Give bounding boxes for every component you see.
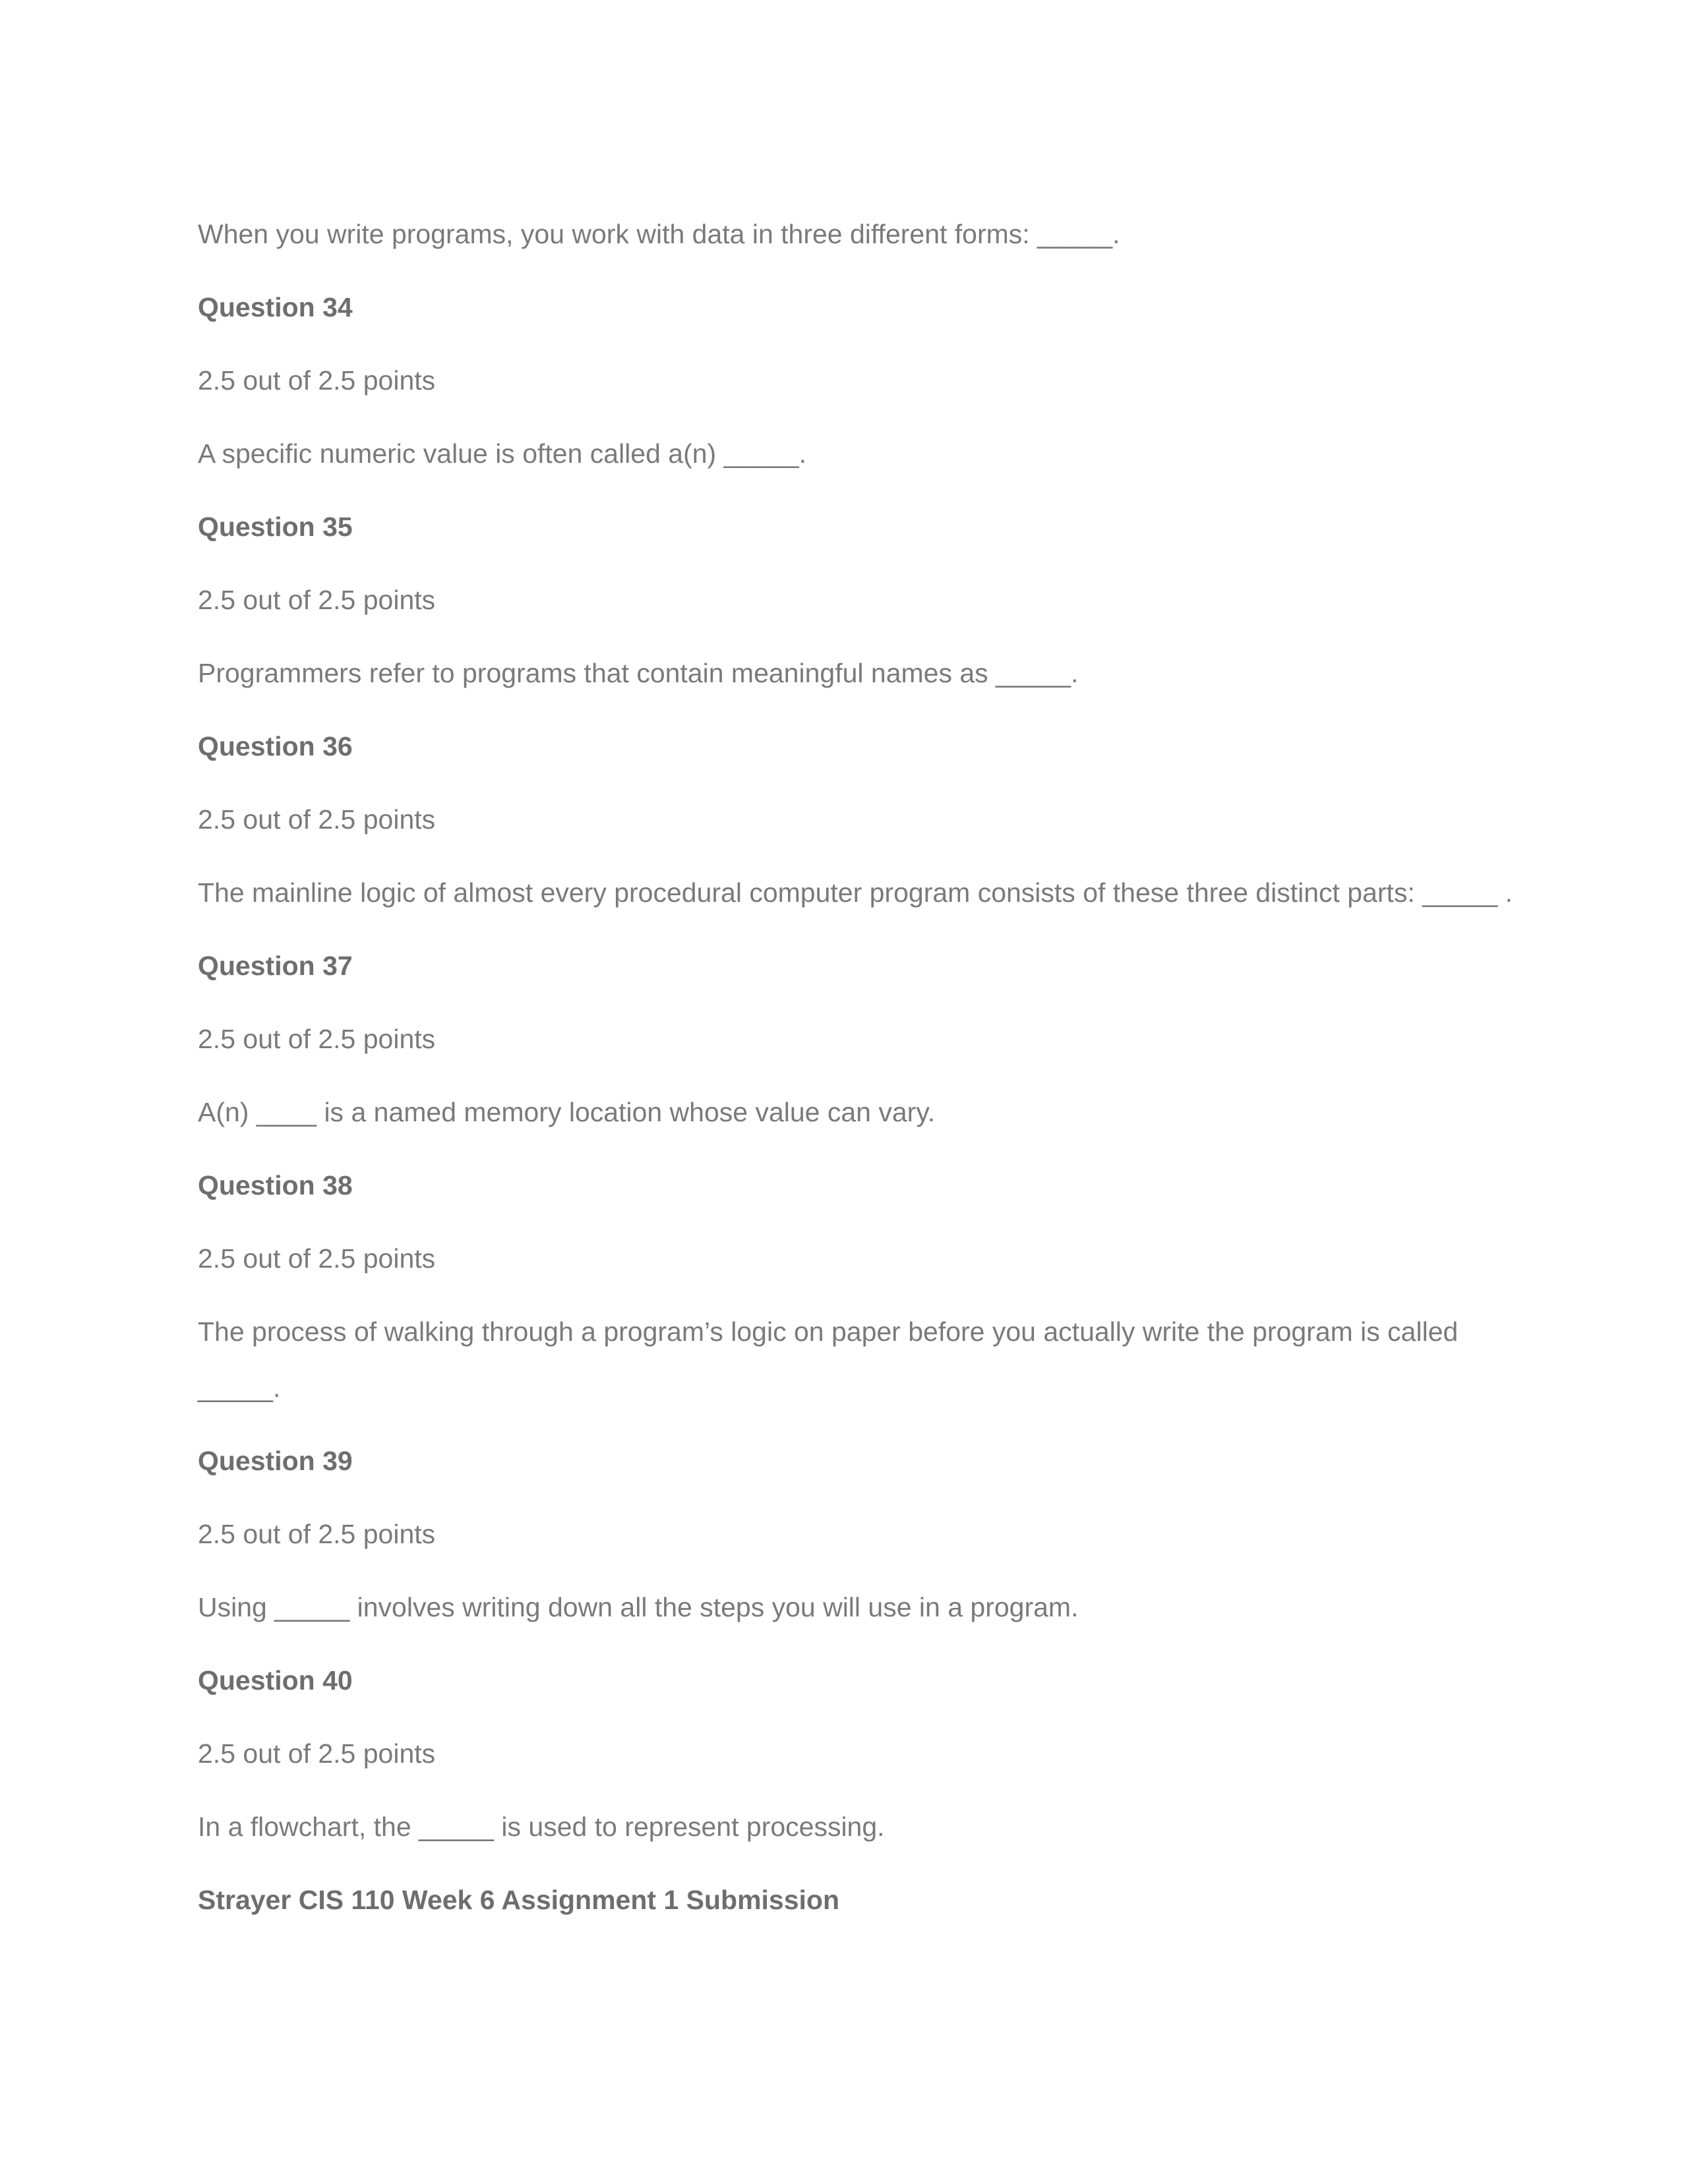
question-34-score: 2.5 out of 2.5 points — [198, 365, 436, 396]
question-37-title: Question 37 — [198, 951, 353, 981]
document-page — [198, 198, 1517, 1937]
question-38-prompt: The process of walking through a program’s logic on paper before you actually write the program is called _____. — [198, 1316, 1459, 1403]
question-35-score: 2.5 out of 2.5 points — [198, 585, 436, 615]
question-36-score: 2.5 out of 2.5 points — [198, 804, 436, 835]
intro-text: When you write programs, you work with data in three different forms: _____. — [198, 219, 1120, 249]
question-39-title: Question 39 — [198, 1446, 353, 1476]
question-38-title: Question 38 — [198, 1170, 353, 1200]
question-35-title: Question 35 — [198, 512, 353, 542]
question-36-prompt: The mainline logic of almost every procedural computer program consists of these three distinct parts: _____ . — [198, 877, 1513, 908]
question-37-score: 2.5 out of 2.5 points — [198, 1024, 436, 1054]
footer-title: Strayer CIS 110 Week 6 Assignment 1 Submission — [198, 1885, 840, 1915]
question-39-score: 2.5 out of 2.5 points — [198, 1519, 436, 1549]
question-38-score: 2.5 out of 2.5 points — [198, 1243, 436, 1274]
question-37-prompt: A(n) ____ is a named memory location whose value can vary. — [198, 1097, 936, 1127]
question-40-score: 2.5 out of 2.5 points — [198, 1738, 436, 1769]
question-39-prompt: Using _____ involves writing down all the steps you will use in a program. — [198, 1592, 1079, 1622]
question-34-prompt: A specific numeric value is often called a(n) _____. — [198, 438, 807, 469]
question-40-title: Question 40 — [198, 1665, 353, 1696]
question-36-title: Question 36 — [198, 731, 353, 761]
question-35-prompt: Programmers refer to programs that contain meaningful names as _____. — [198, 658, 1079, 688]
question-34-title: Question 34 — [198, 292, 353, 322]
question-40-prompt: In a flowchart, the _____ is used to represent processing. — [198, 1812, 885, 1842]
